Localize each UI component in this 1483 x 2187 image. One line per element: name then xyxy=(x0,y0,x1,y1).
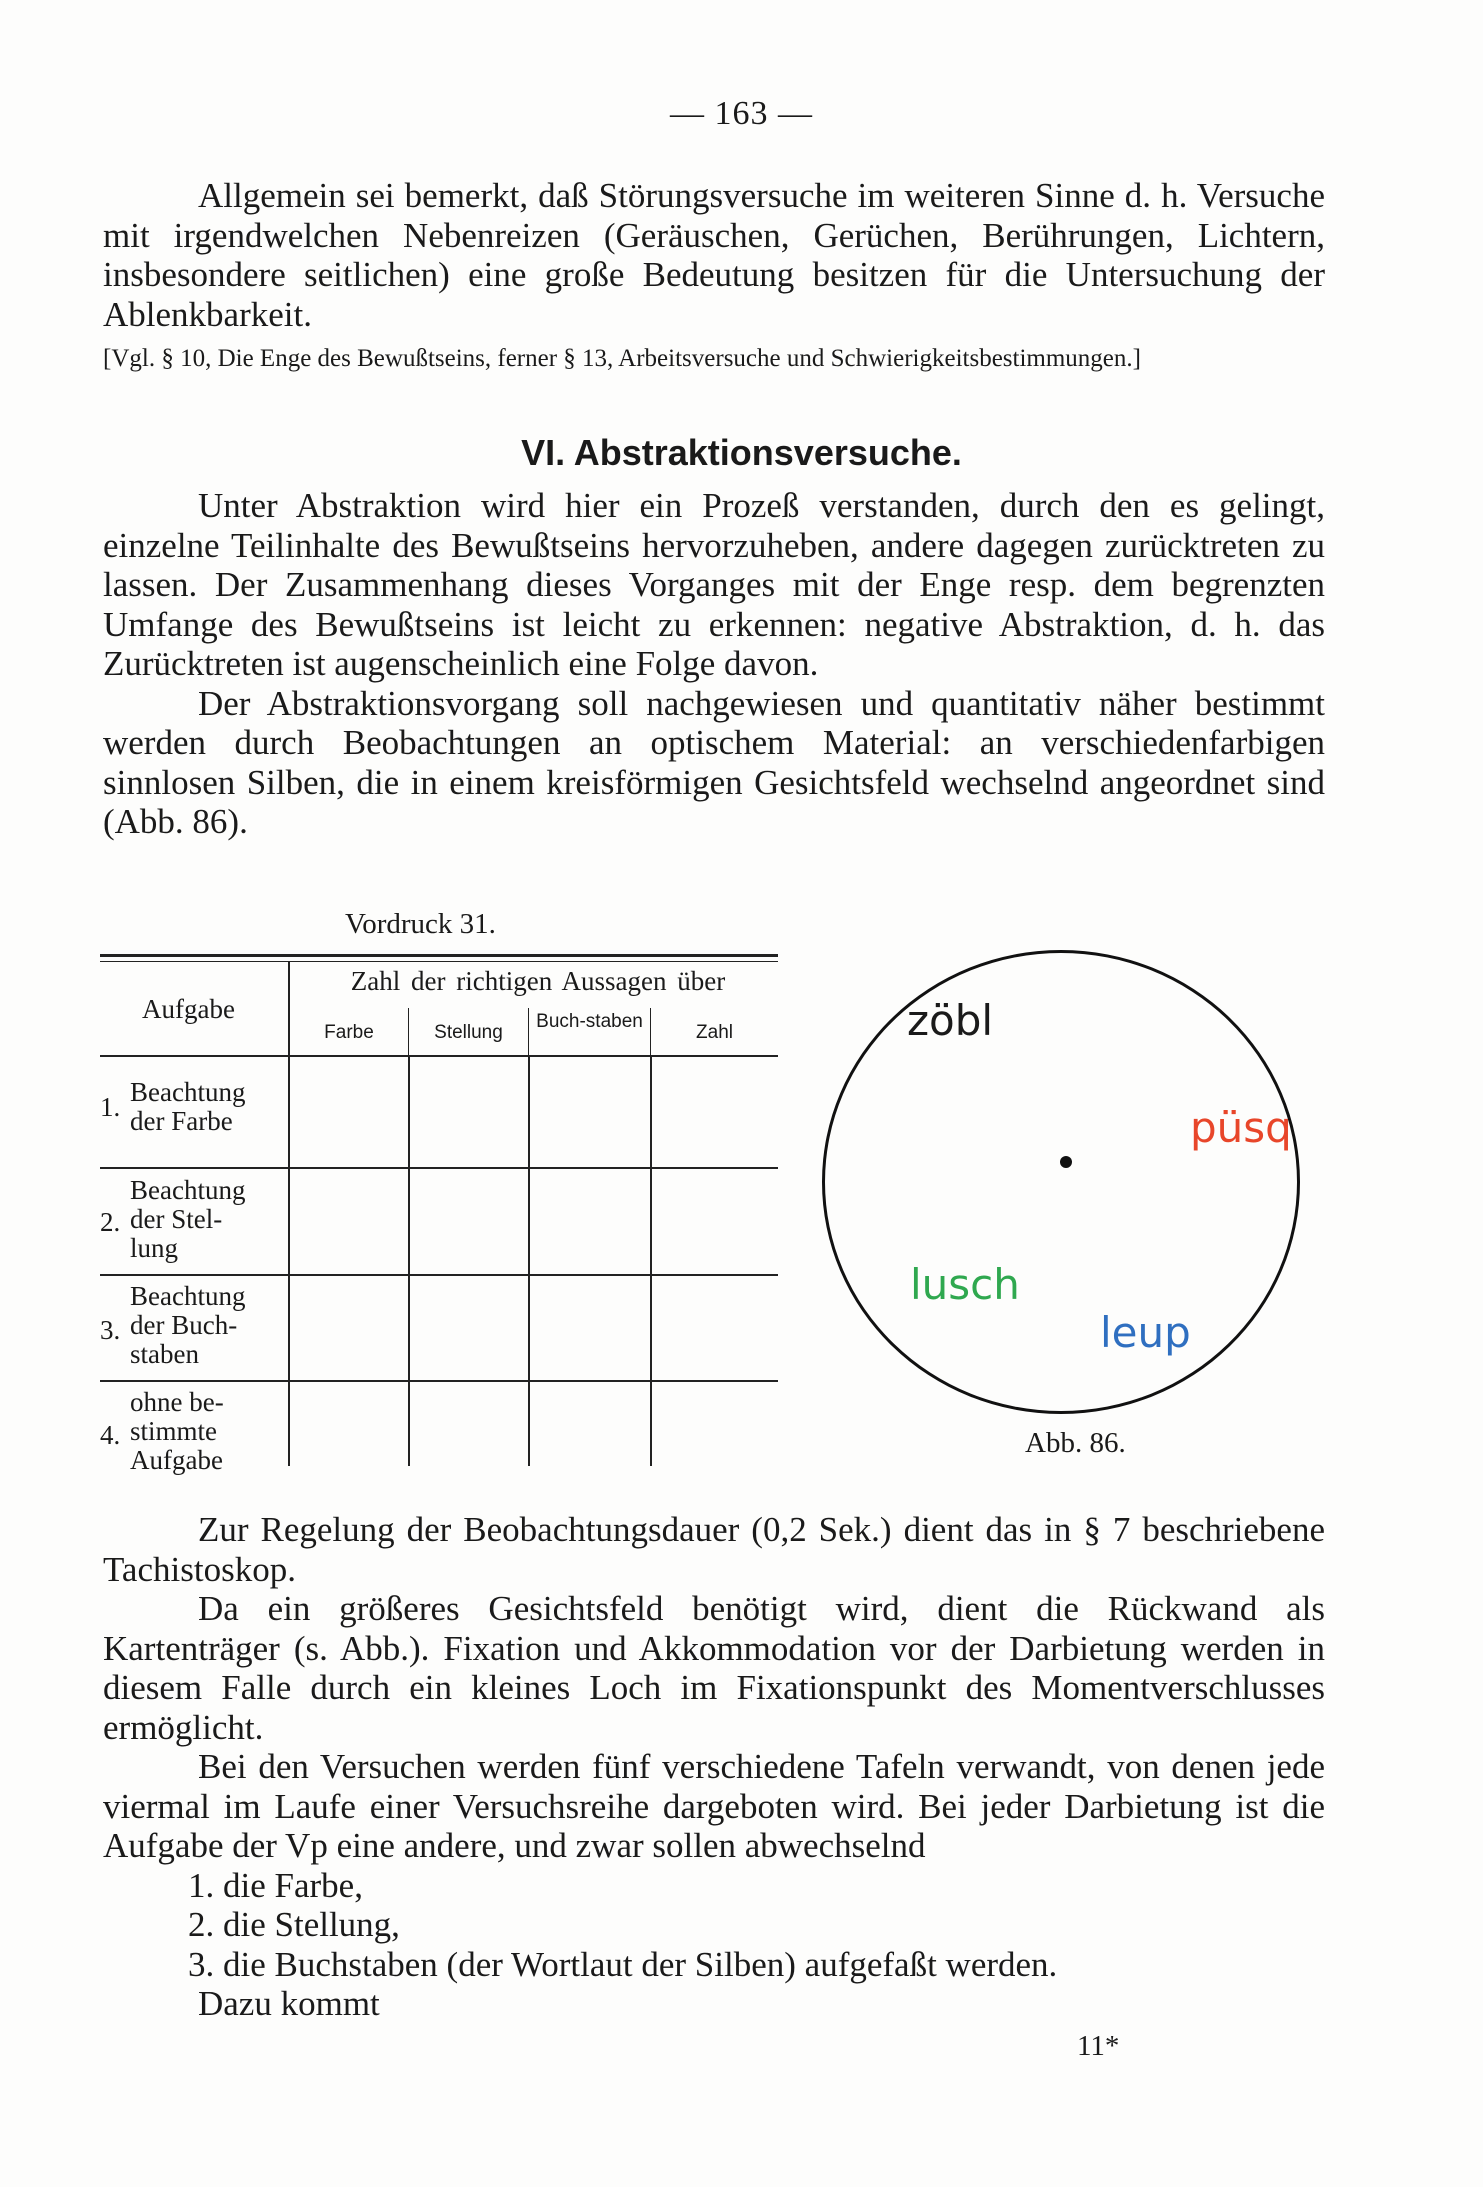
form-table xyxy=(100,948,780,1475)
paragraph-1 xyxy=(103,176,1325,334)
fixation-point xyxy=(1060,1156,1072,1168)
row-2-label: Beachtung der Stel-lung xyxy=(130,1175,246,1263)
table-rule-header xyxy=(100,1055,778,1057)
table-row-rule-3 xyxy=(100,1380,778,1382)
header-group: Zahl der richtigen Aussagen über xyxy=(350,966,726,996)
syllable-zoebl: zöbl xyxy=(907,996,994,1045)
column-header-buchstaben: Buch-staben xyxy=(536,1011,643,1032)
list-item-2: 2. die Stellung, xyxy=(188,1905,400,1944)
syllable-leup: leup xyxy=(1100,1308,1191,1357)
paragraph-4-text: Zur Regelung der Beobachtungsdauer (0,2 Sek.) dient das in § 7 beschriebene Tachistoskop. xyxy=(103,1510,1325,1589)
row-4-label: ohne be-stimmte Aufgabe xyxy=(130,1387,224,1475)
table-row-rule-2 xyxy=(100,1274,778,1276)
column-header-zahl: Zahl xyxy=(696,1022,733,1043)
column-header-stellung: Stellung xyxy=(434,1022,503,1043)
syllable-puesq: püsq xyxy=(1190,1103,1292,1152)
figure-caption: Abb. 86. xyxy=(1025,1427,1126,1459)
page-number: — 163 — xyxy=(670,95,813,132)
paragraph-2 xyxy=(103,486,1325,842)
paragraph-1-text: Allgemein sei bemerkt, daß Störungsversuche im weiteren Sinne d. h. Versuche mit irgendwelchen Nebenreizen (Geräuschen, Gerüchen, Berührungen, Lichtern, insbesondere seitlichen) eine große Bedeutung besitzen für die Untersuchung der Ablenkbarkeit. xyxy=(103,176,1325,334)
paragraph-4 xyxy=(103,1510,1325,2024)
cross-reference-note: [Vgl. § 10, Die Enge des Bewußtseins, ferner § 13, Arbeitsversuche und Schwierigkeitsbestimmungen.] xyxy=(103,345,1141,372)
table-rule-top-thin xyxy=(100,961,778,962)
table-row-rule-1 xyxy=(100,1167,778,1169)
section-heading: VI. Abstraktionsversuche. xyxy=(521,432,962,473)
row-1-number: 1. xyxy=(100,1092,121,1122)
visual-field-circle xyxy=(822,950,1300,1414)
table-vline-col2 xyxy=(528,1057,530,1466)
row-4-number: 4. xyxy=(100,1420,121,1450)
paragraph-5-text: Da ein größeres Gesichtsfeld benötigt wird, dient die Rückwand als Kartenträger (s. Abb.). Fixation und Akkommodation vor der Darbietung werden in diesem Falle durch ein kleines Loch im Fixationspunkt des Momentverschlusses ermöglicht. xyxy=(103,1589,1325,1747)
row-1-label: Beachtung der Farbe xyxy=(130,1077,246,1136)
paragraph-3-text: Der Abstraktionsvorgang soll nachgewiesen und quantitativ näher bestimmt werden durch Beobachtungen an optischem Material: an verschiedenfarbigen sinnlosen Silben, die in einem kreisförmigen Gesichtsfeld wechselnd angeordnet sind (Abb. 86). xyxy=(103,683,1325,841)
list-item-1: 1. die Farbe, xyxy=(188,1865,363,1905)
table-vline-col3 xyxy=(650,1057,652,1466)
row-3-number: 3. xyxy=(100,1315,121,1345)
paragraph-2-text: Unter Abstraktion wird hier ein Prozeß verstanden, durch den es gelingt, einzelne Teilinhalte des Bewußtseins hervorzuheben, andere dagegen zurücktreten zu lassen. Der Zusammenhang dieses Vorganges mit der Enge resp. dem begrenzten Umfange des Bewußtseins ist leicht zu erkennen: negative Abstraktion, d. h. das Zurücktreten ist augenscheinlich eine Folge davon. xyxy=(103,486,1325,683)
paragraph-6-text: Bei den Versuchen werden fünf verschiedene Tafeln verwandt, von denen jede viermal im Laufe einer Versuchsreihe dargeboten wird. Bei jeder Darbietung ist die Aufgabe der Vp eine andere, und zwar sollen abwechselnd xyxy=(103,1747,1325,1865)
header-task: Aufgabe xyxy=(142,994,235,1024)
row-2-number: 2. xyxy=(100,1207,121,1237)
table-rule-top xyxy=(100,954,778,957)
table-vline-col1 xyxy=(408,1057,410,1466)
syllable-lusch: lusch xyxy=(910,1260,1020,1309)
column-header-farbe: Farbe xyxy=(324,1022,374,1043)
signature-mark: 11* xyxy=(1077,2030,1120,2062)
list-item-3: 3. die Buchstaben (der Wortlaut der Silben) aufgefaßt werden. xyxy=(188,1944,1058,1984)
closing-line: Dazu kommt xyxy=(198,1984,380,2023)
row-3-label: Beachtung der Buch-staben xyxy=(130,1281,246,1369)
table-caption: Vordruck 31. xyxy=(345,908,496,940)
